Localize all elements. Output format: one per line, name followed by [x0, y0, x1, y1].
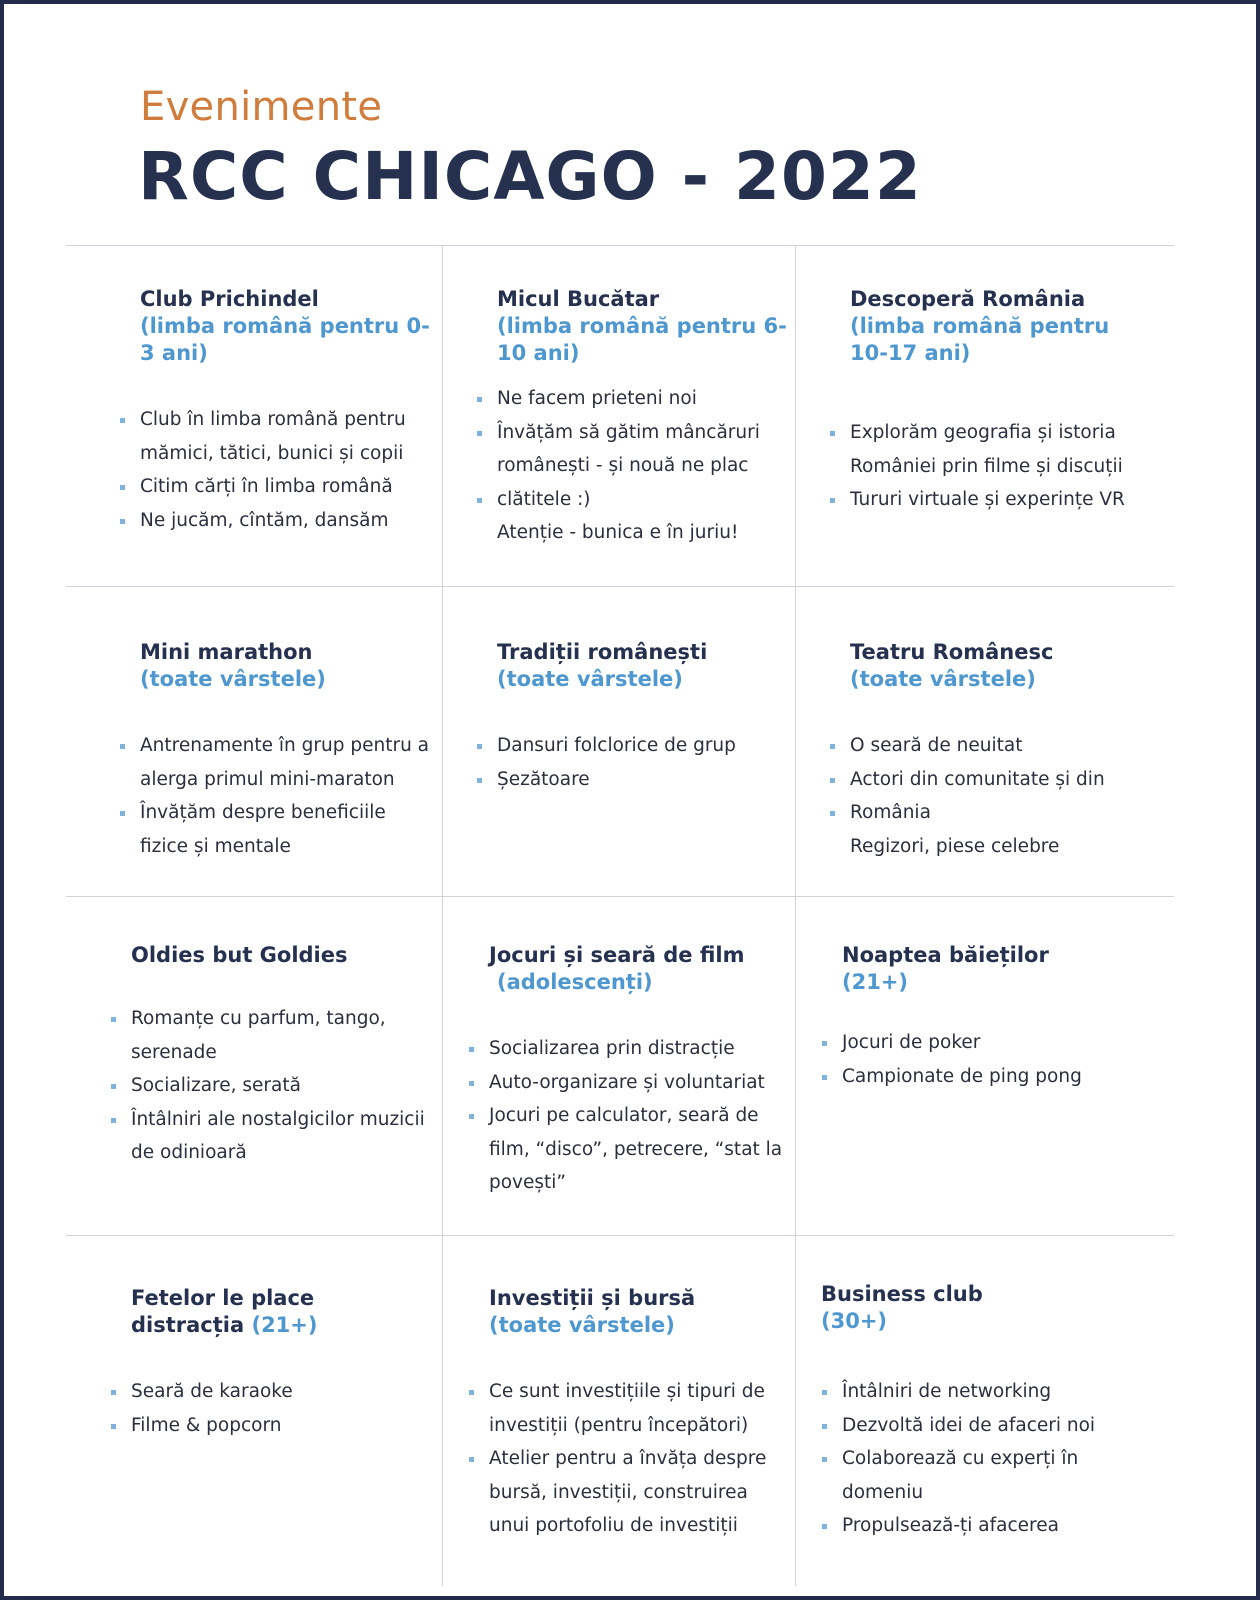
event-card-oldies-but-goldies — [111, 942, 431, 1170]
event-card-fetelor-le-place-distractia — [111, 1285, 431, 1442]
event-title: Tradiții românești (toate vârstele) — [497, 639, 787, 693]
list-item: Șezătoare — [477, 763, 787, 797]
grid-divider-row-2 — [66, 896, 1174, 897]
event-card-descopera-romania — [830, 286, 1150, 517]
event-list — [477, 382, 787, 550]
list-item: Dansuri folclorice de grup — [477, 729, 787, 763]
event-age: (21+) — [251, 1313, 318, 1337]
event-age: (21+) — [842, 970, 909, 994]
event-title: Noaptea băieților (21+) — [842, 942, 1142, 996]
list-item: România — [830, 796, 1150, 830]
event-list — [111, 1002, 431, 1170]
grid-divider-row-3 — [66, 1235, 1174, 1236]
event-age: (toate vârstele) — [497, 667, 683, 691]
event-list — [120, 729, 430, 863]
list-item: Întâlniri de networking — [822, 1375, 1141, 1409]
list-item: Învățăm despre beneficiile fizice și mentale — [120, 796, 430, 863]
list-item: Ne jucăm, cîntăm, dansăm — [120, 504, 430, 538]
event-card-noaptea-baietilor — [822, 942, 1142, 1093]
list-item: Jocuri de poker — [822, 1026, 1142, 1060]
event-age: (adolescenți) — [497, 970, 653, 994]
list-item: Campionate de ping pong — [822, 1060, 1142, 1094]
grid-divider-col-1 — [442, 245, 443, 1586]
list-item: Club în limba română pentru mămici, tătici, bunici și copii — [120, 403, 430, 470]
event-title: Club Prichindel (limba română pentru 0-3 ani) — [140, 287, 430, 365]
event-title: Jocuri și seară de film (adolescenți) — [489, 942, 789, 996]
event-title: Descoperă România (limba română pentru 10-17 ani) — [850, 286, 1150, 367]
list-item: Socializarea prin distracție — [469, 1032, 789, 1066]
event-card-business-club — [801, 1281, 1141, 1543]
list-item: Ce sunt investițiile și tipuri de investiții (pentru începători) — [469, 1375, 789, 1442]
list-item: clătitele :) — [477, 483, 787, 517]
grid-divider-top — [66, 245, 1174, 246]
list-item: O seară de neuitat — [830, 729, 1150, 763]
event-list — [120, 403, 430, 537]
list-item: Dezvoltă idei de afaceri noi — [822, 1409, 1141, 1443]
event-age: (limba română pentru 10-17 ani) — [850, 314, 1110, 365]
event-list — [469, 1032, 789, 1200]
list-item: Seară de karaoke — [111, 1375, 431, 1409]
event-list — [822, 1375, 1141, 1543]
event-card-mini-marathon — [120, 639, 430, 863]
event-age: (30+) — [821, 1309, 888, 1333]
list-item: Ne facem prieteni noi — [477, 382, 787, 416]
event-list — [830, 729, 1150, 863]
list-item: Învățăm să gătim mâncăruri românești - și nouă ne plac — [477, 416, 787, 483]
event-title: Fetelor le place distracția (21+) — [131, 1286, 318, 1337]
list-item: Citim cărți în limba română — [120, 470, 430, 504]
event-list — [477, 729, 787, 796]
event-title: Micul Bucătar (limba română pentru 6-10 ani) — [497, 287, 787, 365]
event-list — [469, 1375, 789, 1543]
event-age: (limba română pentru 0-3 ani) — [140, 314, 430, 365]
event-title: Investiții și bursă (toate vârstele) — [489, 1285, 789, 1339]
event-card-traditii-romanesti — [477, 639, 787, 796]
event-title: Business club (30+) — [821, 1281, 1141, 1335]
event-title: Mini marathon (toate vârstele) — [140, 639, 430, 693]
list-note: Atenție - bunica e în juriu! — [497, 522, 739, 543]
event-title: Teatru Românesc (toate vârstele) — [850, 639, 1150, 693]
list-item: Întâlniri ale nostalgicilor muzicii de odinioară — [111, 1103, 431, 1170]
event-list — [111, 1375, 431, 1442]
event-card-jocuri-si-seara-de-film — [469, 942, 789, 1200]
list-item: Filme & popcorn — [111, 1409, 431, 1443]
list-item: Tururi virtuale și experințe VR — [830, 483, 1150, 517]
event-title: Oldies but Goldies — [131, 943, 348, 967]
event-list — [830, 416, 1150, 517]
event-card-club-prichindel — [120, 286, 430, 537]
event-age: (limba română pentru 6-10 ani) — [497, 314, 787, 365]
page-title: RCC CHICAGO - 2022 — [138, 138, 922, 215]
list-item: Colaborează cu experți în domeniu — [822, 1442, 1141, 1509]
grid-divider-row-1 — [66, 586, 1174, 587]
list-item: Romanțe cu parfum, tango, serenade — [111, 1002, 431, 1069]
list-item: Auto-organizare și voluntariat — [469, 1066, 789, 1100]
eyebrow-title: Evenimente — [140, 84, 383, 130]
event-card-micul-bucatar — [477, 286, 787, 550]
list-item: Propulsează-ți afacerea — [822, 1509, 1141, 1543]
list-item: Socializare, serată — [111, 1069, 431, 1103]
event-list — [822, 1026, 1142, 1093]
event-card-investitii-si-bursa — [469, 1285, 789, 1543]
list-item: Actori din comunitate și din — [830, 763, 1150, 797]
list-item: Explorăm geografia și istoria României prin filme și discuții — [830, 416, 1150, 483]
grid-divider-col-2 — [795, 245, 796, 1586]
event-card-teatru-romanesc — [830, 639, 1150, 863]
list-item: Jocuri pe calculator, seară de film, “disco”, petrecere, “stat la povești” — [469, 1099, 789, 1200]
event-age: (toate vârstele) — [140, 667, 326, 691]
list-note: Regizori, piese celebre — [850, 835, 1060, 857]
event-age: (toate vârstele) — [489, 1313, 675, 1337]
list-item: Antrenamente în grup pentru a alerga primul mini-maraton — [120, 729, 430, 796]
event-age: (toate vârstele) — [850, 667, 1036, 691]
list-item: Atelier pentru a învăța despre bursă, investiții, construirea unui portofoliu de investiții — [469, 1442, 789, 1543]
